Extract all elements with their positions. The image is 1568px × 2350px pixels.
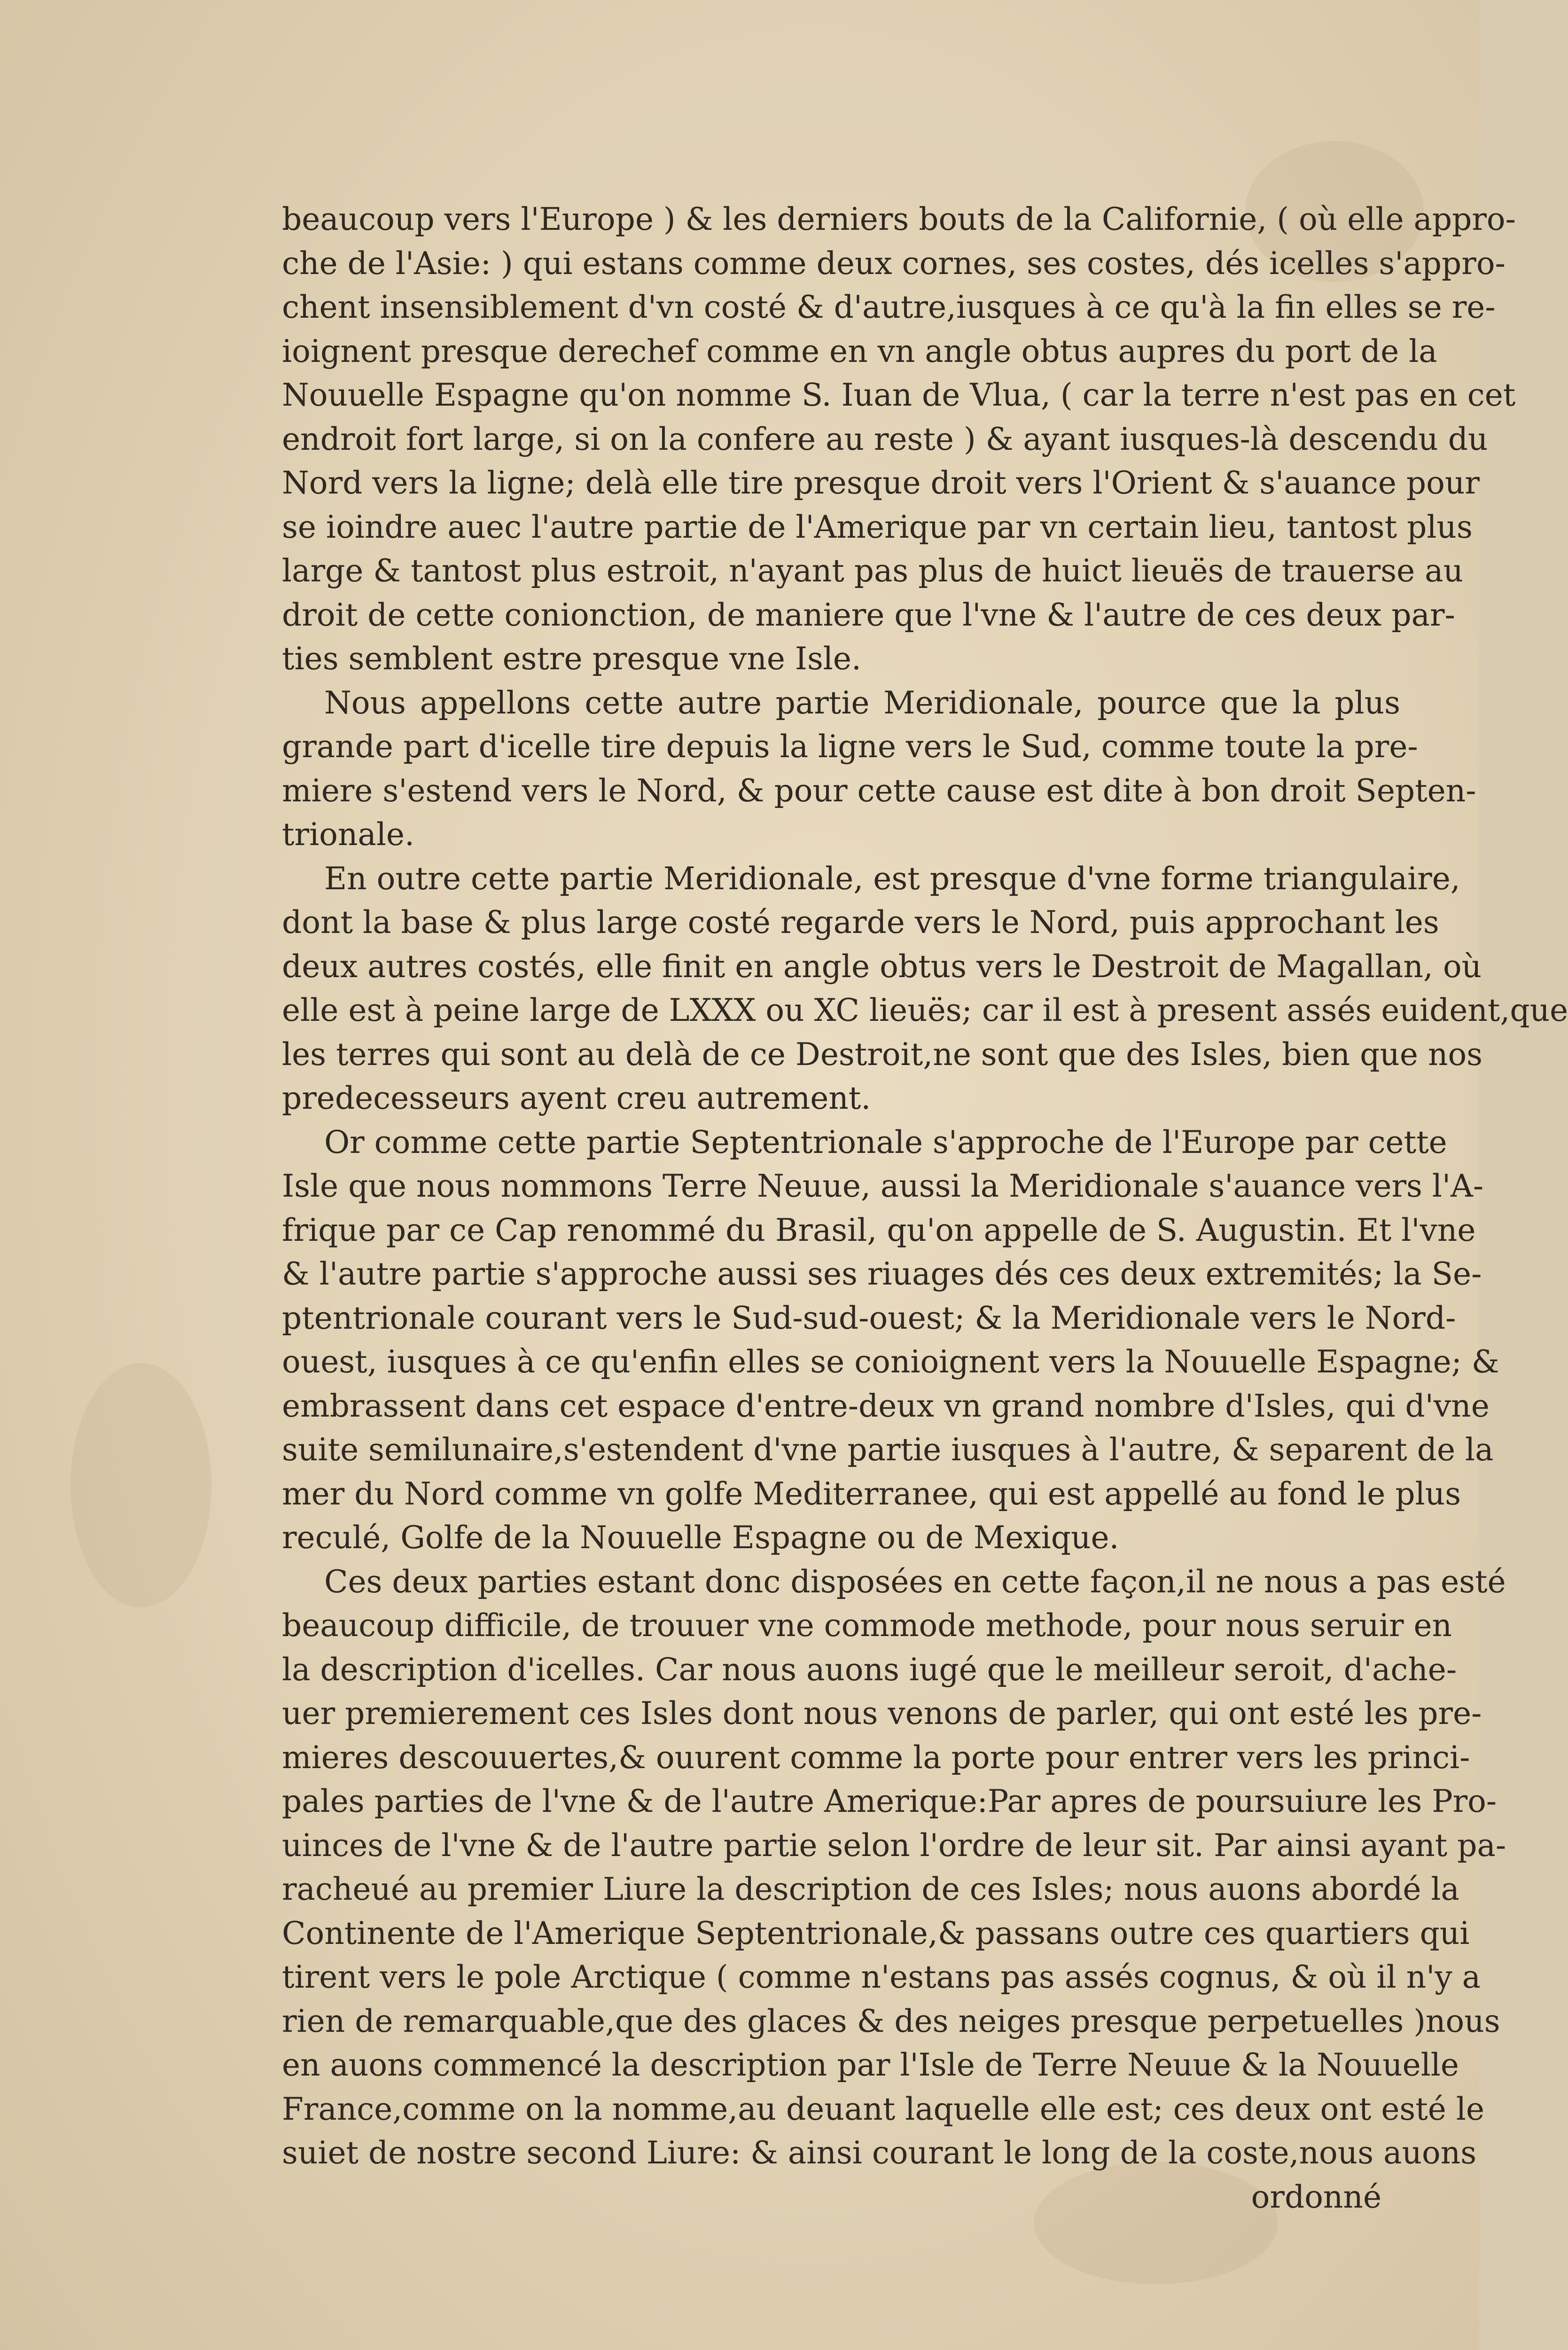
text-line: predecesseurs ayent creu autrement. (282, 1080, 871, 1116)
body-text (282, 197, 1568, 2219)
text-line: ioignent presque derechef comme en vn angle obtus aupres du port de la (282, 333, 1437, 369)
text-line: Nouuelle Espagne qu'on nomme S. Iuan de Vlua, ( car la terre n'est pas en cet (282, 377, 1516, 413)
text-line: mer du Nord comme vn golfe Mediterranee, qui est appellé au fond le plus (282, 1475, 1461, 1512)
text-line: large & tantost plus estroit, n'ayant pas plus de huict lieuës de trauerse au (282, 553, 1464, 589)
text-line: beaucoup difficile, de trouuer vne commode methode, pour nous seruir en (282, 1607, 1452, 1644)
text-line: endroit fort large, si on la confere au reste ) & ayant iusques-là descendu du (282, 421, 1488, 457)
text-line: Nord vers la ligne; delà elle tire presque droit vers l'Orient & s'auance pour (282, 465, 1480, 501)
text-line: pales parties de l'vne & de l'autre Amerique:Par apres de poursuiure les Pro- (282, 1783, 1497, 1819)
text-line: Isle que nous nommons Terre Neuue, aussi la Meridionale s'auance vers l'A- (282, 1168, 1484, 1204)
text-line: se ioindre auec l'autre partie de l'Amerique par vn certain lieu, tantost plus (282, 509, 1473, 545)
text-line: deux autres costés, elle finit en angle obtus vers le Destroit de Magallan, où (282, 948, 1482, 985)
text-line: racheué au premier Liure la description de ces Isles; nous auons abordé la (282, 1871, 1459, 1907)
text-line: Or comme cette partie Septentrionale s'approche de l'Europe par cette (324, 1124, 1447, 1160)
text-line: la description d'icelles. Car nous auons iugé que le meilleur seroit, d'ache- (282, 1651, 1457, 1688)
catchword: ordonné (1251, 2178, 1381, 2215)
text-line: En outre cette partie Meridionale, est presque d'vne forme triangulaire, (324, 860, 1460, 897)
text-line: beaucoup vers l'Europe ) & les derniers bouts de la Californie, ( où elle appro- (282, 201, 1516, 237)
text-line: miere s'estend vers le Nord, & pour cette cause est dite à bon droit Septen- (282, 772, 1476, 809)
text-line: uer premierement ces Isles dont nous venons de parler, qui ont esté les pre- (282, 1695, 1482, 1731)
text-line: che de l'Asie: ) qui estans comme deux cornes, ses costes, dés icelles s'appro- (282, 245, 1506, 282)
text-line: ties semblent estre presque vne Isle. (282, 641, 861, 677)
paper-stain (70, 1363, 211, 1607)
text-line: uinces de l'vne & de l'autre partie selon l'ordre de leur sit. Par ainsi ayant pa- (282, 1827, 1506, 1864)
text-line: elle est à peine large de LXXX ou XC lieuës; car il est à present assés euident,que (282, 992, 1568, 1028)
text-line: frique par ce Cap renommé du Brasil, qu'on appelle de S. Augustin. Et l'vne (282, 1212, 1476, 1248)
text-line: suite semilunaire,s'estendent d'vne partie iusques à l'autre, & separent de la (282, 1432, 1494, 1468)
text-line: les terres qui sont au delà de ce Destroit,ne sont que des Isles, bien que nos (282, 1036, 1483, 1073)
text-line: grande part d'icelle tire depuis la ligne vers le Sud, comme toute la pre- (282, 728, 1418, 765)
text-line: & l'autre partie s'approche aussi ses riuages dés ces deux extremités; la Se- (282, 1256, 1482, 1292)
text-line: Nous appellons cette autre partie Meridionale, pource que la plus (324, 684, 1400, 721)
text-line: rien de remarquable,que des glaces & des neiges presque perpetuelles )nous (282, 2003, 1500, 2039)
text-line: ouest, iusques à ce qu'enfin elles se conioignent vers la Nouuelle Espagne; & (282, 1344, 1499, 1380)
text-line: Ces deux parties estant donc disposées en cette façon,il ne nous a pas esté (324, 1563, 1506, 1600)
text-line: tirent vers le pole Arctique ( comme n'estans pas assés cognus, & où il n'y a (282, 1959, 1481, 1995)
text-line: chent insensiblement d'vn costé & d'autre,iusques à ce qu'à la fin elles se re- (282, 289, 1496, 325)
text-line: suiet de nostre second Liure: & ainsi courant le long de la coste,nous auons (282, 2135, 1477, 2171)
text-line: ptentrionale courant vers le Sud-sud-ouest; & la Meridionale vers le Nord- (282, 1300, 1456, 1336)
text-line: trionale. (282, 816, 414, 853)
text-line: en auons commencé la description par l'Isle de Terre Neuue & la Nouuelle (282, 2047, 1459, 2083)
text-line: mieres descouuertes,& ouurent comme la porte pour entrer vers les princi- (282, 1739, 1470, 1776)
text-line: France,comme on la nomme,au deuant laquelle elle est; ces deux ont esté le (282, 2091, 1485, 2127)
text-line: droit de cette conionction, de maniere que l'vne & l'autre de ces deux par- (282, 596, 1455, 633)
text-line: dont la base & plus large costé regarde vers le Nord, puis approchant les (282, 904, 1439, 940)
text-line: embrassent dans cet espace d'entre-deux vn grand nombre d'Isles, qui d'vne (282, 1387, 1490, 1424)
text-line: reculé, Golfe de la Nouuelle Espagne ou de Mexique. (282, 1520, 1119, 1556)
text-line: Continente de l'Amerique Septentrionale,& passans outre ces quartiers qui (282, 1915, 1470, 1951)
